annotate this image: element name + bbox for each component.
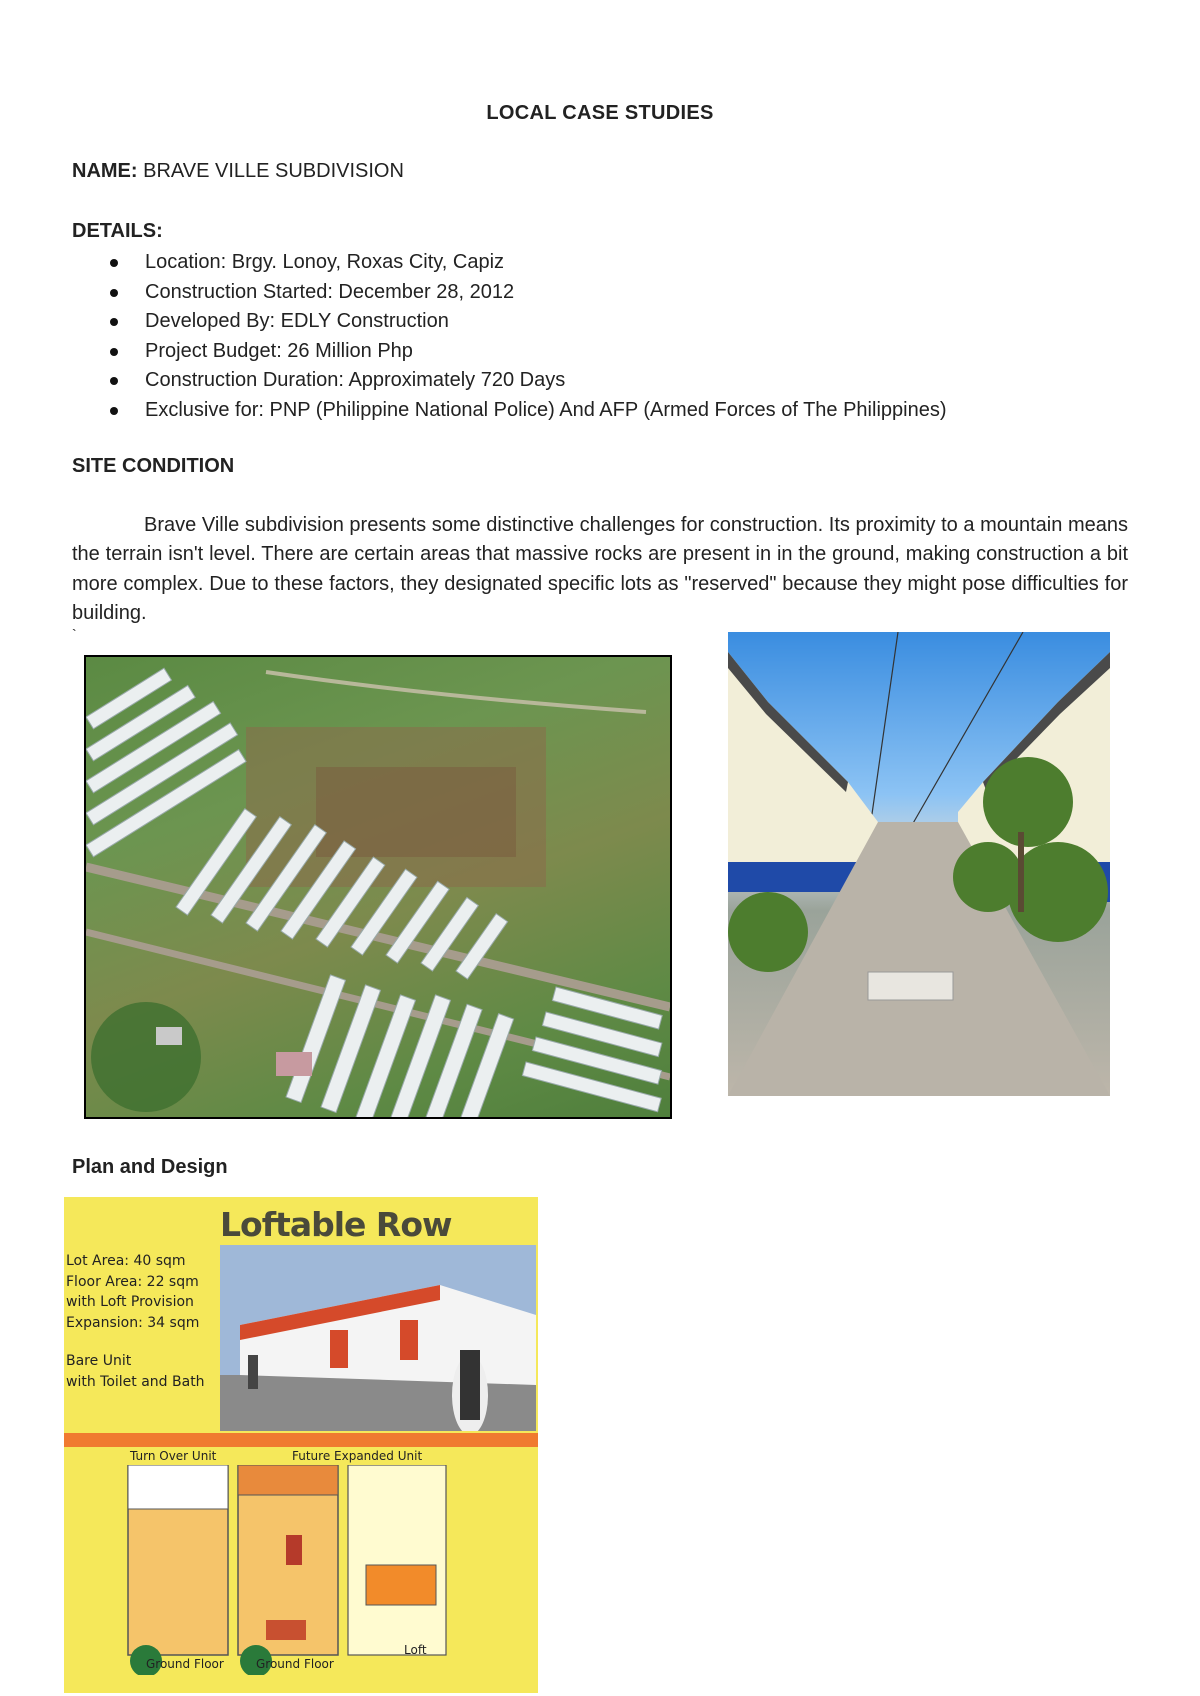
details-list	[72, 248, 946, 425]
street-photo-illustration	[728, 632, 1110, 1096]
turn-over-unit-label: Turn Over Unit	[130, 1449, 217, 1463]
brochure-divider	[64, 1433, 538, 1447]
detail-budget: Project Budget: 26 Million Php	[72, 337, 946, 367]
spec-loft: with Loft Provision	[66, 1294, 194, 1310]
brochure-rendering	[220, 1245, 536, 1431]
loft-label: Loft	[404, 1643, 427, 1657]
details-label: DETAILS:	[72, 220, 163, 242]
spec-expansion: Expansion: 34 sqm	[66, 1314, 200, 1331]
site-condition-label: SITE CONDITION	[72, 455, 235, 477]
detail-developer: Developed By: EDLY Construction	[72, 307, 946, 337]
brochure-floor-plans	[126, 1465, 536, 1675]
name-line	[72, 160, 404, 183]
detail-duration: Construction Duration: Approximately 720 Days	[72, 366, 946, 396]
brochure-title: Loftable Row	[220, 1205, 452, 1244]
site-condition-paragraph: Brave Ville subdivision presents some distinctive challenges for construction. Its proximity to a mountain means the terrain isn't level. There are certain areas that massive rocks are present in in the ground, making construction a bit more complex. Due to these factors, they designated specific lots as "reserved" because they might pose difficulties for building.	[72, 514, 1128, 624]
detail-location: Location: Brgy. Lonoy, Roxas City, Capiz	[72, 248, 946, 278]
stray-mark: `	[72, 626, 77, 642]
loftable-row-house-brochure	[64, 1197, 538, 1693]
future-expanded-unit-label: Future Expanded Unit	[292, 1449, 423, 1463]
name-value: BRAVE VILLE SUBDIVISION	[137, 160, 404, 182]
spec-toilet-bath: with Toilet and Bath	[66, 1373, 205, 1390]
brochure-specs-area	[66, 1251, 199, 1333]
name-label: NAME:	[72, 160, 138, 182]
street-photo	[728, 632, 1110, 1096]
detail-exclusive-for: Exclusive for: PNP (Philippine National Police) And AFP (Armed Forces of The Philippines)	[72, 396, 946, 426]
page-title: LOCAL CASE STUDIES	[486, 102, 714, 124]
spec-bare-unit: Bare Unit	[66, 1353, 132, 1369]
ground-floor-label-2: Ground Floor	[256, 1657, 334, 1671]
spec-lot-area: Lot Area: 40 sqm	[66, 1253, 186, 1269]
spec-floor-area: Floor Area: 22 sqm	[66, 1273, 199, 1290]
brochure-specs-unit	[66, 1351, 205, 1392]
aerial-photo-illustration	[86, 657, 670, 1117]
plan-design-label: Plan and Design	[72, 1156, 228, 1178]
detail-construction-started: Construction Started: December 28, 2012	[72, 278, 946, 308]
aerial-photo	[84, 655, 672, 1119]
ground-floor-label-1: Ground Floor	[146, 1657, 224, 1671]
